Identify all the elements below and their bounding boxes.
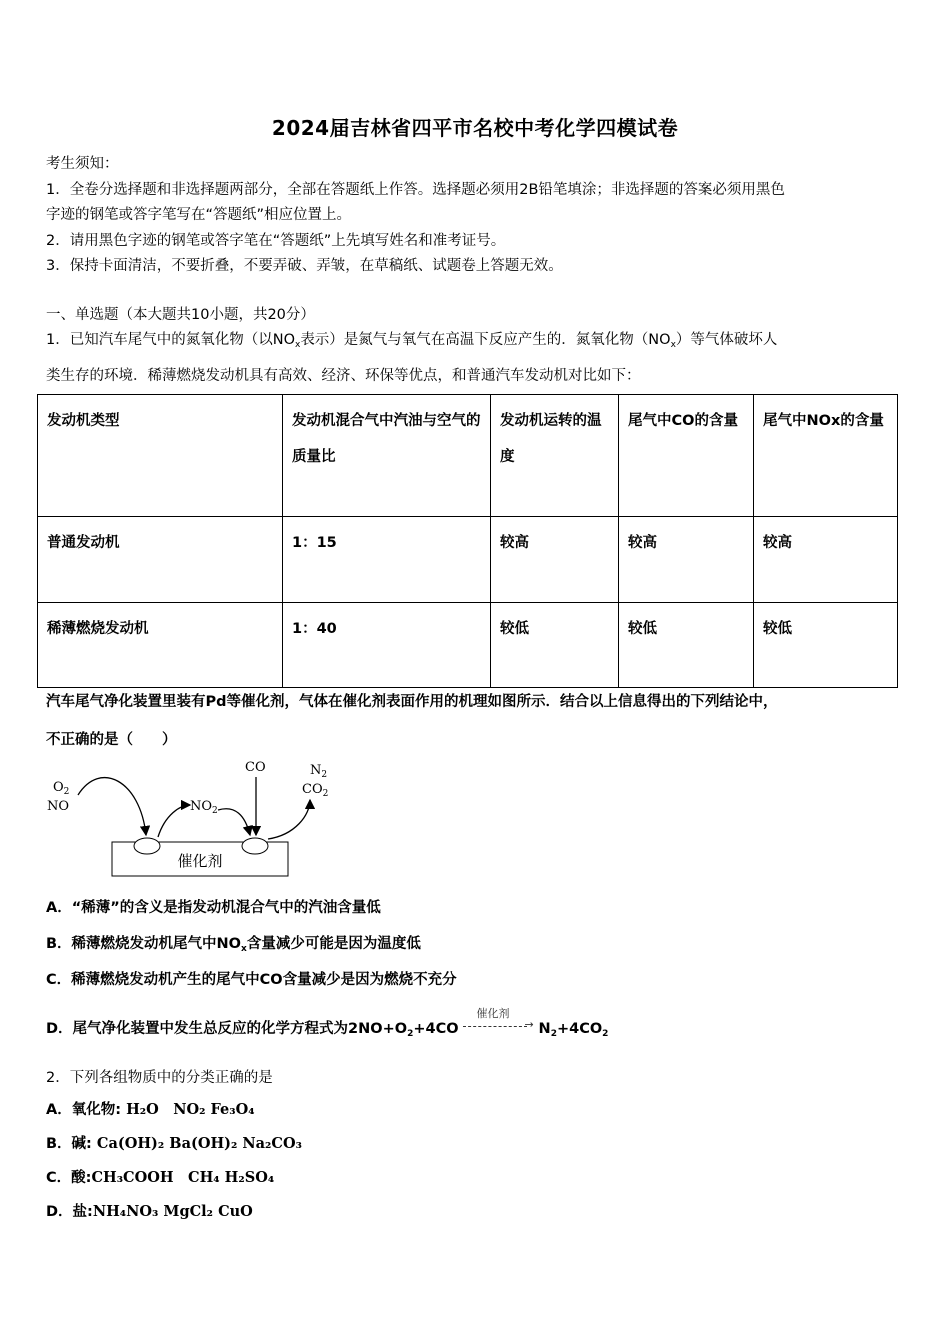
q1-option-d-sub2: 2 <box>550 1029 557 1039</box>
catalyst-mechanism-diagram <box>40 755 340 885</box>
q1-option-c: C．稀薄燃烧发动机产生的尾气中CO含量减少是因为燃烧不充分 <box>46 972 457 988</box>
table-cell: 普通发动机 <box>38 517 283 603</box>
arrow-products-out <box>268 800 310 839</box>
table-header-cell: 尾气中NOx的含量 <box>754 395 898 517</box>
q1-option-b-part1: B．稀薄燃烧发动机尾气中NO <box>46 936 242 952</box>
table-cell: 较低 <box>491 603 619 688</box>
q1-stem-sub2: x <box>670 340 676 350</box>
page-title: 2024届吉林省四平市名校中考化学四模试卷 <box>271 116 679 140</box>
catalyst-reaction-arrow <box>463 1007 535 1033</box>
q2-option-a-label: A．氧化物: <box>46 1102 122 1118</box>
q1-stem-part2: 表示）是氮气与氧气在高温下反应产生的．氮氧化物（NO <box>300 332 671 348</box>
q2-option-d <box>46 1200 253 1221</box>
q1-option-b-sub: x <box>241 944 247 954</box>
arrow-no2-in <box>218 809 250 835</box>
label-o2: $O_2$ <box>53 780 70 797</box>
arrow-reactants-in <box>78 778 146 835</box>
table-row <box>38 517 898 603</box>
table-header-cell: 尾气中CO的含量 <box>619 395 754 517</box>
table-cell: 1：15 <box>283 517 491 603</box>
table-cell: 较低 <box>619 603 754 688</box>
notice-heading: 考生须知： <box>46 156 119 172</box>
label-co2: $CO_2$ <box>302 782 329 799</box>
table-cell: 较高 <box>619 517 754 603</box>
table-header-cell: 发动机类型 <box>38 395 283 517</box>
q2-option-c-formula: CH₃COOH CH₄ H₂SO₄ <box>91 1169 275 1186</box>
notice-item-1-cont: 字迹的钢笔或答字笔写在“答题纸”相应位置上。 <box>46 207 352 223</box>
q2-option-b-formula: Ca(OH)₂ Ba(OH)₂ Na₂CO₃ <box>96 1135 302 1152</box>
q1-option-d <box>46 1007 609 1039</box>
q1-option-d-sub3: 2 <box>602 1029 609 1039</box>
table-cell: 较低 <box>754 603 898 688</box>
q1-option-d-part3: N <box>538 1021 551 1037</box>
q2-option-a-formula: H₂O NO₂ Fe₃O₄ <box>126 1101 255 1118</box>
catalyst-condition: 催化剂 <box>476 1007 510 1020</box>
q1-stem-part1: 1．已知汽车尾气中的氮氧化物（以NO <box>46 332 295 348</box>
catalyst-label: 催化剂 <box>177 852 223 870</box>
adsorption-site-right <box>242 838 268 854</box>
notice-item-3: 3．保持卡面清洁，不要折叠，不要弄破、弄皱，在草稿纸、试题卷上答题无效。 <box>46 258 563 274</box>
q1-option-d-part2: +4CO <box>413 1021 459 1037</box>
label-n2: $N_2$ <box>310 763 328 780</box>
notice-item-2: 2．请用黑色字迹的钢笔或答字笔在“答题纸”上先填写姓名和准考证号。 <box>46 233 506 249</box>
table-row <box>38 603 898 688</box>
q1-stem-line3: 汽车尾气净化装置里装有Pd等催化剂，气体在催化剂表面作用的机理如图所示．结合以上信息得出的下列结论中， <box>46 694 778 710</box>
notice-item-1: 1．全卷分选择题和非选择题两部分，全部在答题纸上作答。选择题必须用2B铅笔填涂；非选择题的答案必须用黑色 <box>46 182 785 198</box>
q1-option-d-part1: D．尾气净化装置中发生总反应的化学方程式为2NO+O <box>46 1021 408 1037</box>
q2-stem: 2．下列各组物质中的分类正确的是 <box>46 1070 273 1086</box>
label-co: CO <box>245 760 266 775</box>
table-cell: 稀薄燃烧发动机 <box>38 603 283 688</box>
table-cell: 较高 <box>754 517 898 603</box>
q1-option-b-part2: 含量减少可能是因为温度低 <box>246 936 421 952</box>
q2-option-b <box>46 1132 302 1153</box>
engine-comparison-table <box>37 394 898 688</box>
q1-stem-sub1: x <box>294 340 301 350</box>
q1-stem-line4: 不正确的是（ ） <box>46 732 177 748</box>
table-header-cell: 发动机运转的温度 <box>491 395 619 517</box>
q1-option-a: A．“稀薄”的含义是指发动机混合气中的汽油含量低 <box>46 900 381 916</box>
q1-stem-line1 <box>46 328 777 349</box>
section-heading: 一、单选题（本大题共10小题，共20分） <box>46 307 315 323</box>
table-cell: 1：40 <box>283 603 491 688</box>
q2-option-d-label: D．盐: <box>46 1204 93 1220</box>
q2-option-c-label: C．酸: <box>46 1170 92 1186</box>
q1-stem-line2: 类生存的环境．稀薄燃烧发动机具有高效、经济、环保等优点，和普通汽车发动机对比如下： <box>46 368 641 384</box>
q2-option-b-label: B．碱: <box>46 1136 92 1152</box>
q2-option-c <box>46 1166 274 1187</box>
table-cell: 较高 <box>491 517 619 603</box>
table-header-row <box>38 395 898 517</box>
label-no2: $NO_2$ <box>190 799 218 816</box>
q1-stem-part3: ）等气体破坏人 <box>675 332 778 348</box>
q2-option-a <box>46 1098 255 1119</box>
label-no: NO <box>47 799 70 814</box>
q2-option-d-formula: NH₄NO₃ MgCl₂ CuO <box>92 1203 253 1220</box>
dashed-line <box>463 1026 527 1027</box>
q1-option-d-sub1: 2 <box>407 1029 414 1039</box>
table-header-cell: 发动机混合气中汽油与空气的质量比 <box>283 395 491 517</box>
q1-option-d-part4: +4CO <box>556 1021 603 1037</box>
arrow-no2-out <box>158 805 190 837</box>
arrow-head-icon: → <box>524 1018 534 1031</box>
adsorption-site-left <box>134 838 160 854</box>
q1-option-b <box>46 932 421 953</box>
